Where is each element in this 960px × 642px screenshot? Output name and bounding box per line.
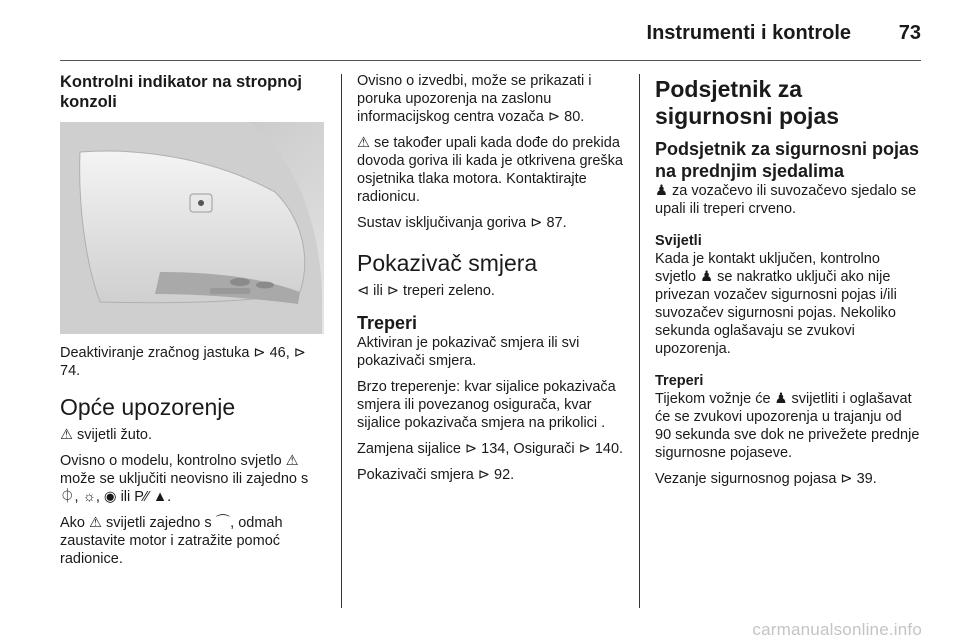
paragraph: Aktiviran je pokazivač smjera ili svi pokazivači smjera. [357,335,580,369]
paragraph: Ovisno o izvedbi, može se prikazati i poruka upozorenja na zaslonu informacijskog centra vozača ⊳ 80. [357,73,592,125]
paragraph: Pokazivači smjera ⊳ 92. [357,467,515,483]
column-3 [655,72,921,496]
subheading-flashes: Treperi [655,373,704,389]
paragraph: Vezanje sigurnosnog pojasa ⊳ 39. [655,471,877,487]
paragraph: Kada je kontakt uključen, kontrolno svjetlo ♟ se nakratko uključi ako nije privezan vozačev sigurnosni pojas i/ili suvozačev sigurnosni pojas. Nekoliko sekunda oglašavaju se zvukovi upozorenja. [655,251,897,357]
console-button [256,282,274,289]
section-title-general-warning: Opće upozorenje [60,394,236,420]
paragraph: ⊲ ili ⊳ treperi zeleno. [357,283,495,299]
header-title: Instrumenti i kontrole [646,22,851,44]
section-title-turn-signal: Pokazivač smjera [357,250,538,276]
paragraph: Sustav isključivanja goriva ⊳ 87. [357,215,567,231]
page-header [60,16,921,61]
paragraph: Brzo treperenje: kvar sijalice pokazivača smjera ili povezanog osigurača, kvar sijalice pokazivača smjera na prikolici . [357,379,616,431]
paragraph: ⚠ se također upali kada dođe do prekida dovoda goriva ili kada je otkrivena greška osjetnika tlaka motora. Kontaktirajte radionicu. [357,135,623,205]
column-2 [357,72,625,492]
column-divider-right [639,74,640,608]
console-button [230,278,250,286]
ceiling-console-illustration [60,122,324,334]
paragraph: Tijekom vožnje će ♟ svijetliti i oglašavat će se zvukovi upozorenja u trajanju od 90 sekunda sve dok ne privežete prednje sigurnosne pojaseve. [655,391,920,461]
paragraph: Ako ⚠ svijetli zajedno s ⌒, odmah zaustavite motor i zatražite pomoć radionice. [60,515,283,567]
airbag-indicator-symbol [198,200,204,206]
section-title-seatbelt-reminder: Podsjetnik za sigurnosni pojas [655,76,840,129]
paragraph: ♟ za vozačevo ili suvozačevo sjedalo se upali ili treperi crveno. [655,183,917,217]
console-slot [210,288,250,294]
photo-caption: Deaktiviranje zračnog jastuka ⊳ 46, ⊳ 74. [60,345,306,379]
ceiling-console-photo [60,122,324,334]
paragraph: ⚠ svijetli žuto. [60,427,152,443]
column-divider-left [341,74,342,608]
subheading-front-seats: Podsjetnik za sigurnosni pojas na prednjim sjedalima [655,139,920,181]
paragraph: Ovisno o modelu, kontrolno svjetlo ⚠ može se uključiti neovisno ili zajedno s ⏀, ☼, ◉ ili P⁄⁄ ▲. [60,453,309,505]
subheading-illuminates: Svijetli [655,233,702,249]
column-1 [60,72,326,576]
page-number: 73 [898,22,921,44]
paragraph: Zamjena sijalice ⊳ 134, Osigurači ⊳ 140. [357,441,624,457]
watermark: carmanualsonline.info [752,620,922,639]
section-heading-ceiling-indicator: Kontrolni indikator na stropnoj konzoli [60,73,302,111]
subheading-flashes: Treperi [357,313,418,333]
